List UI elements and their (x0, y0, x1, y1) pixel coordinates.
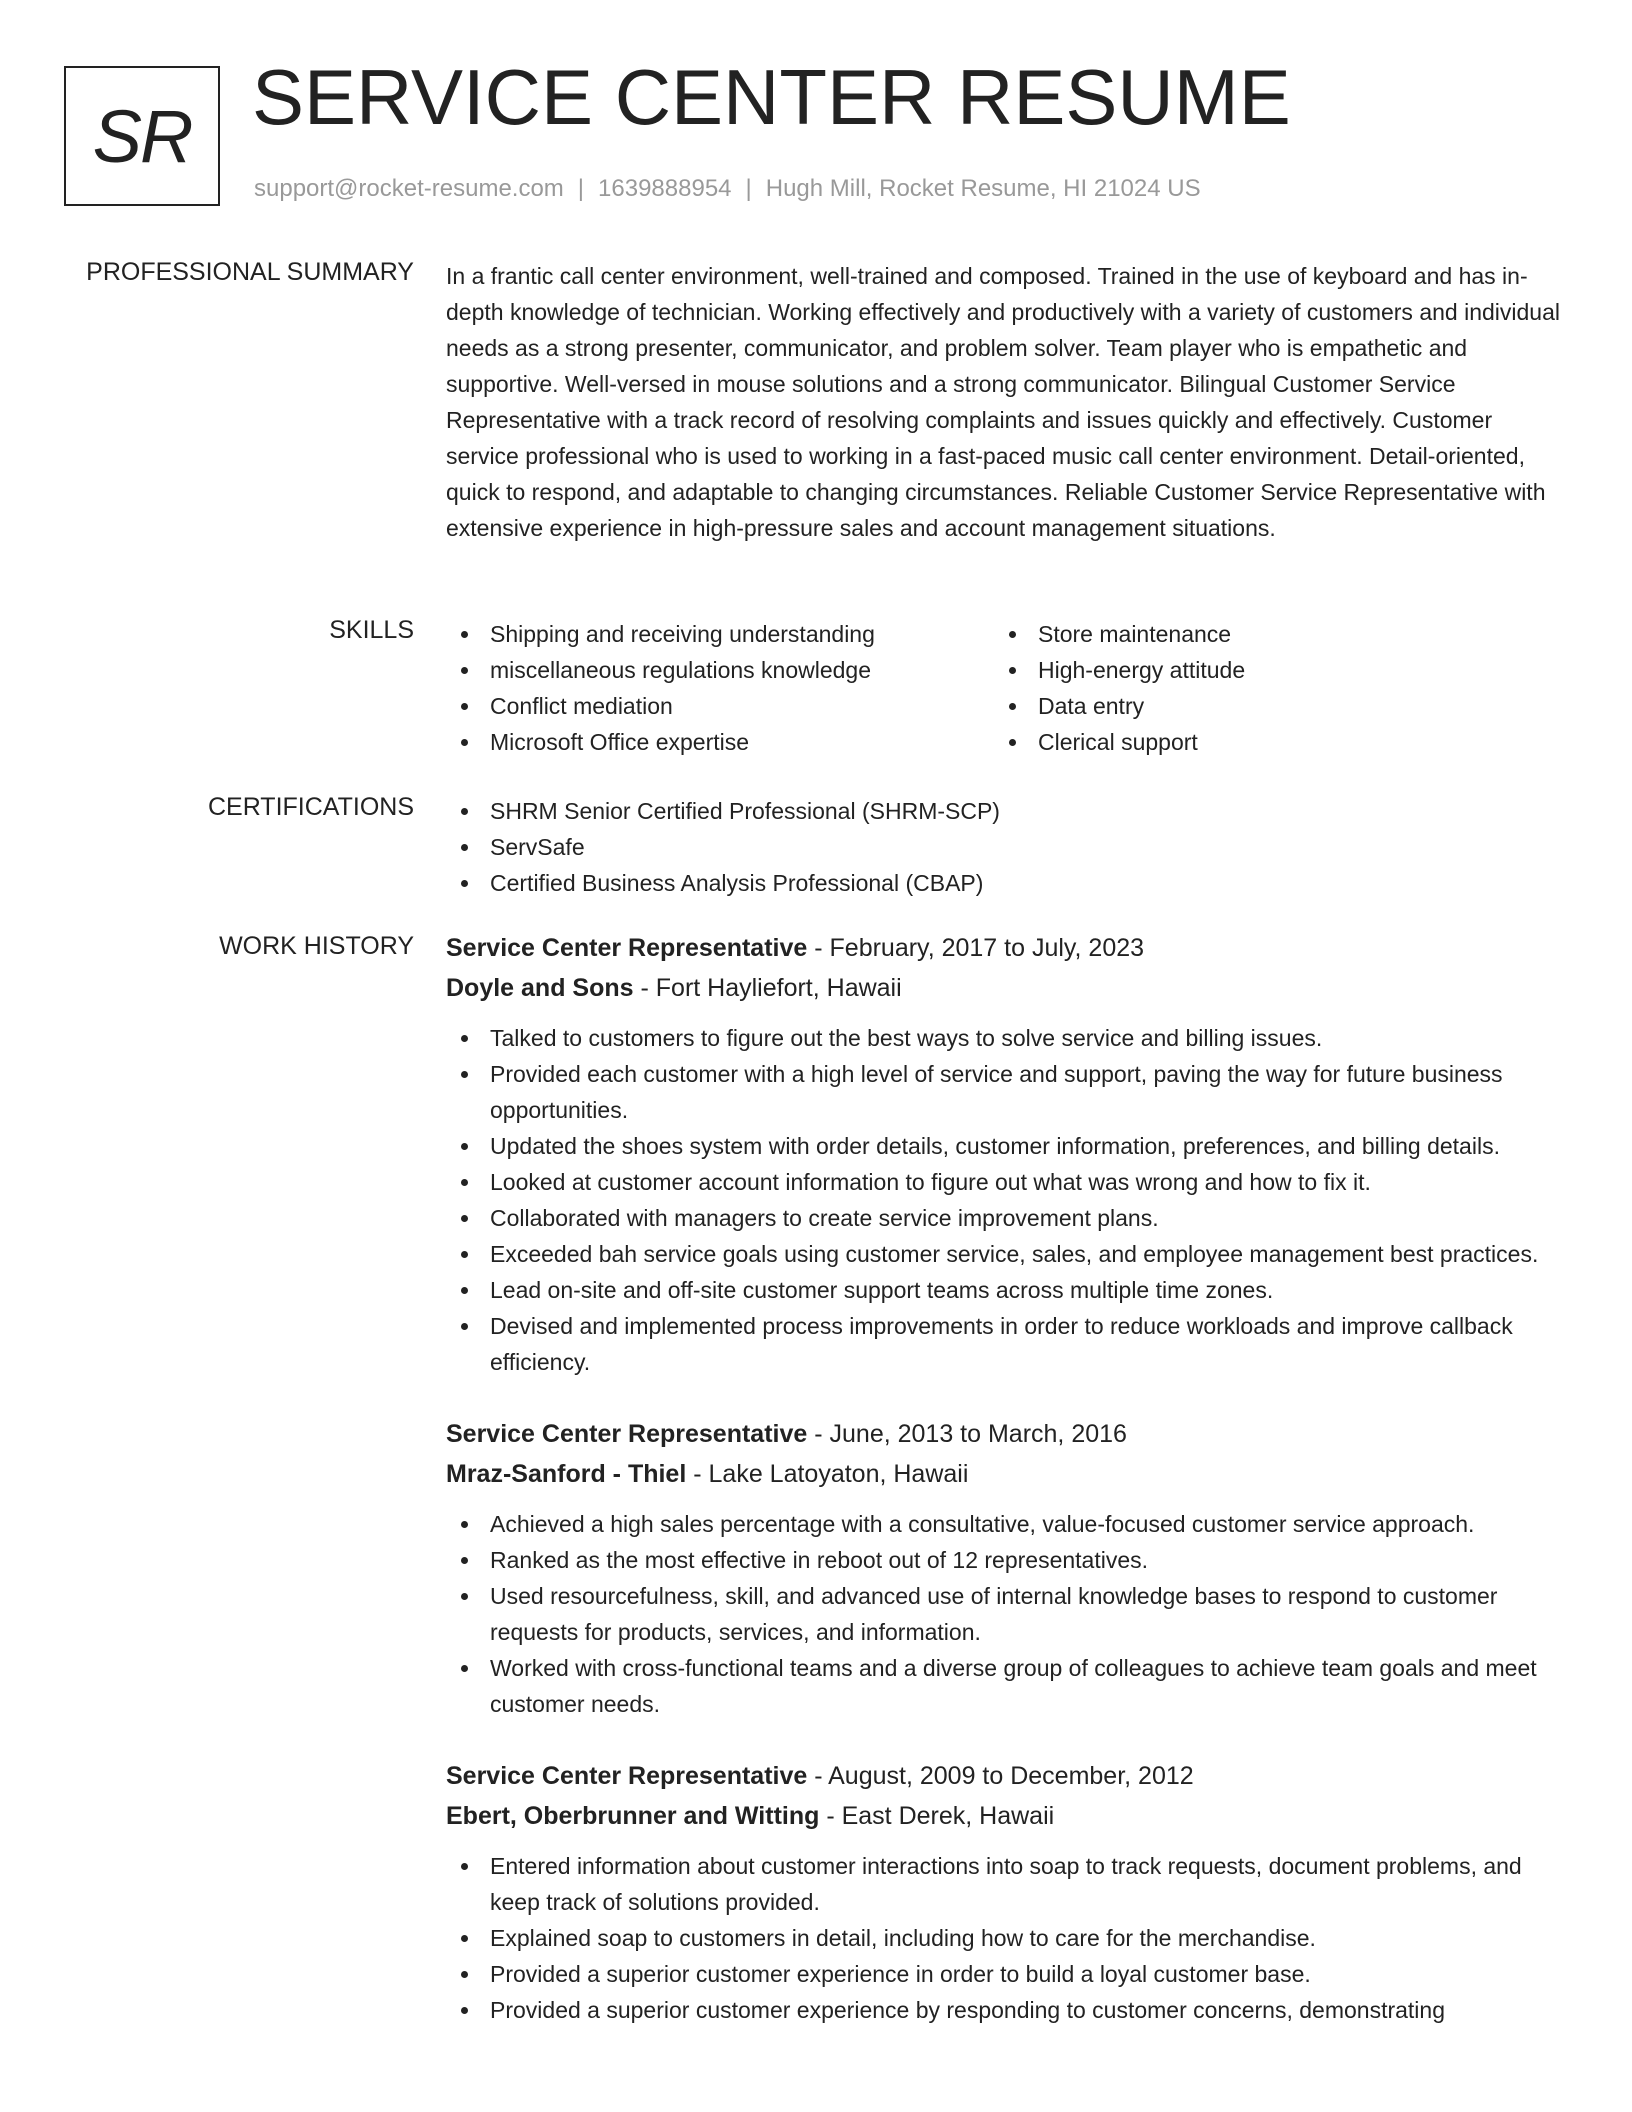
summary-text: In a frantic call center environment, well-trained and composed. Trained in the use of keyboard and has in-depth knowledge of technician. Working effectively and productively with a variety of customers and individual needs as a strong presenter, communicator, and problem solver. Team player who is empathetic and supportive. Well-versed in mouse solutions and a strong communicator. Bilingual Customer Service Representative with a track record of resolving complaints and issues quickly and effectively. Customer service professional who is used to working in a fast-paced music call center environment. Detail-oriented, quick to respond, and adaptable to changing circumstances. Reliable Customer Service Representative with extensive experience in high-pressure sales and account management situations. (446, 263, 1560, 541)
job-bullet: Achieved a high sales percentage with a consultative, value-focused customer service approach. (446, 1506, 1566, 1542)
skill-item: Clerical support (994, 724, 1542, 760)
job-bullet: Provided each customer with a high level of service and support, paving the way for future business opportunities. (446, 1056, 1566, 1128)
job-company-line (446, 1796, 1566, 1836)
job-title: Service Center Representative (446, 934, 808, 962)
job-dates: - August, 2009 to December, 2012 (807, 1762, 1194, 1790)
resume-title: SERVICE CENTER RESUME (252, 53, 1291, 141)
job-company: Mraz-Sanford - Thiel (446, 1460, 687, 1488)
skill-item: Data entry (994, 688, 1542, 724)
job-title-line (446, 928, 1566, 968)
section-label-work-history: WORK HISTORY (219, 932, 414, 960)
job-company: Doyle and Sons (446, 974, 634, 1002)
job-bullet: Looked at customer account information to figure out what was wrong and how to fix it. (446, 1164, 1566, 1200)
job-bullet: Worked with cross-functional teams and a diverse group of colleagues to achieve team goals and meet customer needs. (446, 1650, 1566, 1722)
job-location: - Lake Latoyaton, Hawaii (686, 1460, 969, 1488)
job-entry (446, 1414, 1566, 1722)
job-bullets (446, 1506, 1566, 1722)
contact-separator: | (577, 175, 585, 202)
job-bullet: Updated the shoes system with order details, customer information, preferences, and billing details. (446, 1128, 1566, 1164)
certifications-list (446, 793, 1566, 901)
job-dates: - February, 2017 to July, 2023 (807, 934, 1145, 962)
job-bullet: Exceeded bah service goals using customer service, sales, and employee management best practices. (446, 1236, 1566, 1272)
job-bullet: Entered information about customer interactions into soap to track requests, document problems, and keep track of solutions provided. (446, 1848, 1566, 1920)
skills-grid (446, 616, 1566, 760)
job-bullet: Collaborated with managers to create service improvement plans. (446, 1200, 1566, 1236)
monogram-badge (64, 66, 220, 206)
job-location: - Fort Hayliefort, Hawaii (633, 974, 902, 1002)
skill-item: High-energy attitude (994, 652, 1542, 688)
job-bullets (446, 1020, 1566, 1380)
job-bullet: Provided a superior customer experience in order to build a loyal customer base. (446, 1956, 1566, 1992)
section-label-skills: SKILLS (329, 616, 414, 644)
job-entry (446, 1756, 1566, 2028)
skills-column-right (994, 616, 1542, 760)
job-bullet: Devised and implemented process improvements in order to reduce workloads and improve callback efficiency. (446, 1308, 1566, 1380)
job-company: Ebert, Oberbrunner and Witting (446, 1802, 820, 1830)
job-title: Service Center Representative (446, 1762, 808, 1790)
monogram-text: SR (92, 94, 192, 178)
job-bullet: Ranked as the most effective in reboot out of 12 representatives. (446, 1542, 1566, 1578)
skill-item: Store maintenance (994, 616, 1542, 652)
job-company-line (446, 968, 1566, 1008)
job-bullet: Explained soap to customers in detail, including how to care for the merchandise. (446, 1920, 1566, 1956)
job-dates: - June, 2013 to March, 2016 (807, 1420, 1127, 1448)
job-title-line (446, 1414, 1566, 1454)
job-bullet: Used resourcefulness, skill, and advanced use of internal knowledge bases to respond to customer requests for products, services, and information. (446, 1578, 1566, 1650)
contact-address: Hugh Mill, Rocket Resume, HI 21024 US (765, 175, 1201, 202)
job-bullets (446, 1848, 1566, 2028)
job-bullet: Provided a superior customer experience by responding to customer concerns, demonstrating (446, 1992, 1566, 2028)
skills-column-left (446, 616, 994, 760)
contact-line (254, 175, 1201, 203)
job-entry (446, 928, 1566, 1380)
contact-separator: | (745, 175, 752, 202)
contact-phone: 1639888954 (598, 175, 732, 202)
job-title: Service Center Representative (446, 1420, 808, 1448)
skill-item: Shipping and receiving understanding (446, 616, 994, 652)
job-bullet: Talked to customers to figure out the best ways to solve service and billing issues. (446, 1020, 1566, 1056)
skill-item: Microsoft Office expertise (446, 724, 994, 760)
certification-item: SHRM Senior Certified Professional (SHRM-SCP) (446, 793, 1566, 829)
skill-item: miscellaneous regulations knowledge (446, 652, 994, 688)
certification-item: ServSafe (446, 829, 1566, 865)
job-title-line (446, 1756, 1566, 1796)
certification-item: Certified Business Analysis Professional (CBAP) (446, 865, 1566, 901)
section-label-certifications: CERTIFICATIONS (207, 793, 414, 821)
job-company-line (446, 1454, 1566, 1494)
job-location: - East Derek, Hawaii (819, 1802, 1055, 1830)
skill-item: Conflict mediation (446, 688, 994, 724)
job-bullet: Lead on-site and off-site customer support teams across multiple time zones. (446, 1272, 1566, 1308)
section-label-summary: PROFESSIONAL SUMMARY (86, 258, 414, 286)
contact-email: support@rocket-resume.com (254, 175, 564, 202)
